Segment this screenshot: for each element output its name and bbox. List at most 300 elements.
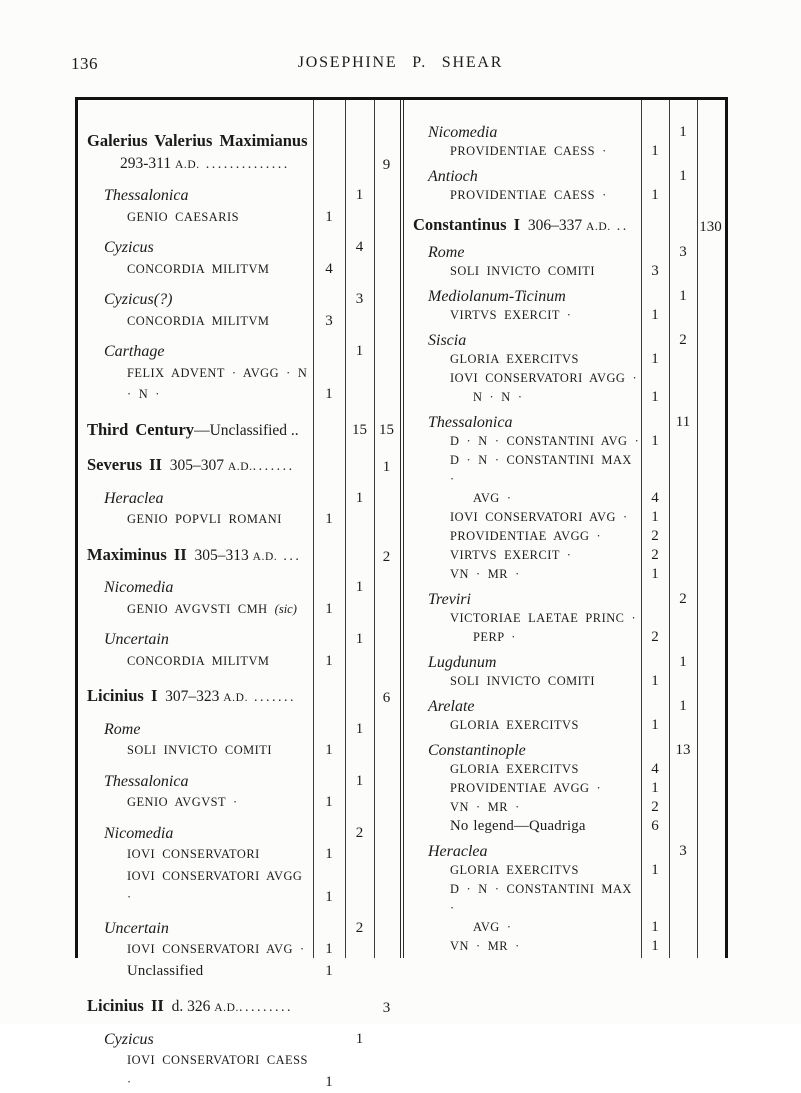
legend-text-cell	[404, 880, 641, 937]
count-col2-cell: 3	[669, 243, 697, 262]
ad-label: A.D.	[223, 692, 248, 704]
legend-line: CONCORDIA MILITVM	[78, 311, 313, 333]
legend-line: D · N · CONSTANTINI MAX ·	[404, 880, 641, 918]
count-col1-cell: 1	[313, 961, 345, 983]
count-col3-cell: 130	[697, 218, 724, 237]
ad-label: A.D.	[228, 461, 253, 473]
count-col2-cell: 1	[345, 719, 374, 741]
legend-line: VICTORIAE LAETAE PRINC ·	[404, 609, 641, 628]
mint-name: Thessalonica	[78, 187, 188, 204]
mint-name: Rome	[404, 244, 464, 261]
mint-name-cell	[404, 167, 641, 186]
legend-text-cell	[78, 311, 313, 333]
count-col3-cell: 6	[374, 688, 399, 710]
mint-name: Rome	[78, 721, 140, 738]
count-col1-cell: 2	[641, 798, 669, 817]
legend-row	[404, 508, 725, 527]
count-col1-cell: 1	[641, 918, 669, 937]
legend-line: PROVIDENTIAE CAESS ·	[404, 186, 641, 205]
dot-leaders: .......	[248, 690, 296, 705]
count-col1-cell: 3	[641, 262, 669, 281]
legend-row	[404, 262, 725, 281]
legend-row	[78, 651, 400, 673]
mint-name-cell	[78, 289, 313, 311]
count-col2-cell: 4	[345, 237, 374, 259]
legend-row	[404, 880, 725, 937]
mint-name-cell	[404, 287, 641, 306]
mint-row	[78, 918, 400, 940]
dot-leaders: ...	[277, 549, 301, 564]
emperor-row	[78, 544, 400, 569]
count-col1-cell: 1	[641, 388, 669, 407]
legend-line: IOVI CONSERVATORI CAESS ·	[78, 1050, 313, 1093]
mint-name-cell	[78, 577, 313, 599]
legend-line: VIRTVS EXERCIT ·	[404, 306, 641, 325]
mint-row	[78, 771, 400, 793]
emperor-row	[404, 215, 725, 237]
mint-name-cell	[78, 823, 313, 845]
count-col1-cell: 1	[641, 565, 669, 584]
mint-row	[78, 719, 400, 741]
count-col1-cell: 1	[313, 887, 345, 909]
emperor-name-line	[78, 685, 313, 710]
emperor-name: Third Century	[87, 420, 194, 439]
emperor-heading	[78, 995, 313, 1020]
vertical-rule	[313, 100, 314, 958]
legend-row	[78, 207, 400, 229]
sic-note: (sic)	[275, 602, 297, 616]
count-col1-cell: 1	[313, 651, 345, 673]
mint-name-cell	[404, 653, 641, 672]
legend-text-cell	[404, 672, 641, 691]
mint-row	[404, 741, 725, 760]
legend-row	[404, 937, 725, 956]
count-col3-cell: 3	[374, 998, 399, 1020]
legend-text-cell	[404, 937, 641, 956]
legend-line: AVG ·	[404, 918, 641, 937]
count-col1-cell: 6	[641, 817, 669, 836]
legend-line: N · N ·	[404, 388, 641, 407]
count-col1-cell: 2	[641, 527, 669, 546]
legend-row	[404, 817, 725, 836]
emperor-name-line	[78, 995, 313, 1020]
mint-name-cell	[404, 590, 641, 609]
count-col2-cell: 1	[345, 185, 374, 207]
legend-text-cell	[404, 527, 641, 546]
dot-leaders: ..	[611, 219, 629, 234]
legend-line: CONCORDIA MILITVM	[78, 651, 313, 673]
mint-name-cell	[404, 697, 641, 716]
dot-leaders: .........	[239, 1000, 293, 1015]
table-column-left	[78, 100, 401, 958]
legend-text-cell	[404, 350, 641, 369]
emperor-name-line	[404, 215, 641, 237]
count-col2-cell: 2	[345, 918, 374, 940]
legend-row	[404, 369, 725, 407]
legend-line: PROVIDENTIAE CAESS ·	[404, 142, 641, 161]
count-col1-cell: 1	[641, 716, 669, 735]
legend-text-cell	[78, 363, 313, 406]
legend-line: IOVI CONSERVATORI AVGG ·	[78, 866, 313, 909]
count-col1-cell: 2	[641, 546, 669, 565]
emperor-row	[78, 995, 400, 1020]
mint-row	[78, 488, 400, 510]
mint-name: Treviri	[404, 591, 471, 608]
count-col2-cell: 13	[669, 741, 697, 760]
count-col1-cell: 1	[313, 939, 345, 961]
count-col1-cell: 1	[641, 672, 669, 691]
emperor-name-line	[78, 454, 313, 479]
emperor-name: Constantinus I	[413, 215, 520, 234]
legend-text-cell	[78, 651, 313, 673]
mint-name-cell	[78, 918, 313, 940]
legend-text-cell	[404, 817, 641, 836]
emperor-name-line	[78, 419, 313, 442]
emperor-heading	[404, 215, 641, 237]
emperor-dates: 305–313	[187, 547, 253, 564]
legend-text-cell	[404, 186, 641, 205]
emperor-name: Licinius II	[87, 996, 164, 1015]
mint-name-cell	[78, 771, 313, 793]
legend-row	[78, 259, 400, 281]
emperor-heading	[78, 454, 313, 479]
vertical-rule	[374, 100, 375, 958]
count-col2-cell: 15	[345, 420, 374, 442]
count-col1-cell: 4	[641, 489, 669, 508]
count-col2-cell: 1	[669, 287, 697, 306]
legend-row	[404, 527, 725, 546]
count-col2-cell: 1	[669, 653, 697, 672]
count-col3-cell: 9	[374, 155, 399, 177]
legend-text-cell	[78, 259, 313, 281]
count-col1-cell: 1	[641, 350, 669, 369]
emperor-heading	[78, 685, 313, 710]
legend-row	[78, 939, 400, 961]
legend-row	[78, 740, 400, 762]
count-col1-cell: 4	[641, 760, 669, 779]
mint-name: Constantinople	[404, 742, 526, 759]
mint-name-cell	[404, 243, 641, 262]
legend-text-cell	[78, 939, 313, 961]
count-col2-cell: 1	[345, 488, 374, 510]
page-number: 136	[71, 54, 98, 74]
mint-row	[78, 823, 400, 845]
legend-line: GLORIA EXERCITVS	[404, 861, 641, 880]
legend-row	[78, 792, 400, 814]
legend-text-cell	[404, 565, 641, 584]
count-col1-cell: 1	[641, 306, 669, 325]
mint-name: Heraclea	[404, 843, 488, 860]
emperor-dates-line	[78, 153, 313, 177]
count-col1-cell: 2	[641, 628, 669, 647]
mint-row	[78, 237, 400, 259]
legend-line: D · N · CONSTANTINI AVG ·	[404, 432, 641, 451]
mint-row	[78, 1029, 400, 1051]
ad-label: A.D.	[253, 551, 278, 563]
legend-line: IOVI CONSERVATORI AVG ·	[404, 508, 641, 527]
vertical-rule	[697, 100, 698, 958]
count-col2-cell: 2	[669, 331, 697, 350]
vertical-rule	[669, 100, 670, 958]
legend-text-cell	[404, 262, 641, 281]
count-col1-cell: 1	[641, 432, 669, 451]
legend-row	[404, 798, 725, 817]
count-col1-cell: 1	[641, 508, 669, 527]
count-col1-cell: 1	[641, 937, 669, 956]
count-col2-cell: 3	[345, 289, 374, 311]
mint-name-cell	[78, 629, 313, 651]
count-col2-cell: 1	[345, 1029, 374, 1051]
legend-line: GENIO POPVLI ROMANI	[78, 509, 313, 531]
legend-line: GENIO AVGVST ·	[78, 792, 313, 814]
count-col1-cell: 1	[313, 792, 345, 814]
count-col1-cell: 1	[313, 509, 345, 531]
legend-text-cell	[78, 961, 313, 983]
mint-name-cell	[78, 237, 313, 259]
emperor-name-line	[78, 130, 313, 153]
legend-row	[78, 1050, 400, 1093]
legend-row	[404, 672, 725, 691]
emperor-name: Maximinus II	[87, 545, 187, 564]
mint-name: Antioch	[404, 168, 478, 185]
ad-label: A.D.	[175, 159, 200, 171]
mint-name-cell	[78, 185, 313, 207]
vertical-rule	[641, 100, 642, 958]
count-col1-cell: 1	[641, 186, 669, 205]
legend-text-cell	[404, 508, 641, 527]
legend-row	[404, 609, 725, 647]
count-col2-cell: 1	[345, 629, 374, 651]
legend-line: PERP ·	[404, 628, 641, 647]
legend-line: No legend—Quadriga	[404, 817, 641, 836]
legend-row	[78, 866, 400, 909]
mint-row	[404, 331, 725, 350]
legend-text-cell	[78, 509, 313, 531]
legend-row	[404, 760, 725, 779]
mint-row	[78, 185, 400, 207]
mint-row	[78, 289, 400, 311]
emperor-dates: 305–307	[162, 457, 228, 474]
legend-line: IOVI CONSERVATORI AVGG ·	[404, 369, 641, 388]
legend-text-cell	[404, 609, 641, 647]
mint-name: Lugdunum	[404, 654, 496, 671]
mint-name-cell	[404, 331, 641, 350]
count-col2-cell: 1	[345, 771, 374, 793]
count-col1-cell: 1	[641, 779, 669, 798]
legend-text-cell	[404, 369, 641, 407]
ad-label: A.D.	[586, 221, 611, 233]
emperor-heading	[78, 544, 313, 569]
legend-row	[78, 363, 400, 406]
legend-line: GENIO AVGVSTI CMH (sic)	[78, 599, 313, 621]
legend-line: PROVIDENTIAE AVGG ·	[404, 527, 641, 546]
count-col2-cell: 2	[669, 590, 697, 609]
legend-text-cell	[78, 866, 313, 909]
legend-text-cell	[404, 451, 641, 508]
count-col1-cell: 4	[313, 259, 345, 281]
count-col2-cell: 1	[669, 697, 697, 716]
coin-catalog-table	[75, 97, 728, 958]
legend-text-cell	[78, 1050, 313, 1093]
count-col1-cell: 1	[313, 384, 345, 406]
count-col2-cell: 2	[345, 823, 374, 845]
mint-name: Heraclea	[78, 490, 164, 507]
mint-row	[404, 123, 725, 142]
mint-name: Carthage	[78, 343, 164, 360]
emperor-name-line	[78, 544, 313, 569]
mint-row	[404, 842, 725, 861]
count-col2-cell: 1	[345, 577, 374, 599]
dot-leaders: .......	[253, 459, 295, 474]
legend-line: GLORIA EXERCITVS	[404, 350, 641, 369]
emperor-name: Licinius I	[87, 686, 157, 705]
legend-row	[78, 599, 400, 621]
legend-row	[404, 142, 725, 161]
mint-name: Cyzicus	[78, 1031, 154, 1048]
mint-name: Uncertain	[78, 631, 169, 648]
mint-row	[404, 413, 725, 432]
mint-name: Uncertain	[78, 920, 169, 937]
emperor-row	[78, 685, 400, 710]
legend-line: VN · MR ·	[404, 565, 641, 584]
legend-text-cell	[404, 760, 641, 779]
legend-row	[78, 311, 400, 333]
count-col2-cell: 1	[669, 123, 697, 142]
legend-row	[78, 961, 400, 983]
mint-name: Cyzicus	[78, 239, 154, 256]
legend-text-cell	[78, 844, 313, 866]
legend-line: AVG ·	[404, 489, 641, 508]
legend-row	[404, 546, 725, 565]
emperor-row	[78, 419, 400, 442]
legend-text-cell	[404, 779, 641, 798]
legend-line: VIRTVS EXERCIT ·	[404, 546, 641, 565]
mint-name: Nicomedia	[78, 825, 173, 842]
mint-name: Mediolanum-Ticinum	[404, 288, 566, 305]
ad-label: A.D.	[214, 1002, 239, 1014]
dot-leaders: ..............	[200, 157, 290, 172]
mint-name: Cyzicus(?)	[78, 291, 172, 308]
mint-name: Siscia	[404, 332, 466, 349]
mint-name-cell	[404, 413, 641, 432]
legend-line: VN · MR ·	[404, 937, 641, 956]
legend-text-cell	[404, 798, 641, 817]
legend-line: VN · MR ·	[404, 798, 641, 817]
mint-row	[404, 167, 725, 186]
emperor-dates: 293-311	[120, 155, 175, 172]
legend-row	[404, 350, 725, 369]
mint-name-cell	[78, 488, 313, 510]
legend-row	[404, 432, 725, 451]
count-col1-cell: 1	[313, 1072, 345, 1093]
legend-line: D · N · CONSTANTINI MAX ·	[404, 451, 641, 489]
emperor-name: Severus II	[87, 455, 162, 474]
legend-line: IOVI CONSERVATORI	[78, 844, 313, 866]
legend-row	[78, 509, 400, 531]
emperor-name: Galerius Valerius Maximianus	[87, 131, 308, 150]
count-col2-cell: 1	[345, 341, 374, 363]
legend-row	[404, 716, 725, 735]
legend-line: FELIX ADVENT · AVGG · N · N ·	[78, 363, 313, 406]
emperor-row	[78, 454, 400, 479]
legend-text-cell	[404, 306, 641, 325]
emperor-dates: d. 326	[164, 998, 214, 1015]
legend-line: SOLI INVICTO COMITI	[404, 262, 641, 281]
mint-row	[78, 341, 400, 363]
table-column-right	[403, 100, 725, 958]
mint-name-cell	[404, 123, 641, 142]
mint-name: Arelate	[404, 698, 475, 715]
mint-name: Nicomedia	[78, 579, 173, 596]
legend-line: SOLI INVICTO COMITI	[78, 740, 313, 762]
legend-line: SOLI INVICTO COMITI	[404, 672, 641, 691]
count-col2-cell: 3	[669, 842, 697, 861]
legend-text-cell	[404, 546, 641, 565]
legend-row	[404, 779, 725, 798]
count-col3-cell: 2	[374, 547, 399, 569]
legend-row	[404, 306, 725, 325]
legend-text-cell	[404, 861, 641, 880]
emperor-dates: 307–323	[157, 688, 223, 705]
emperor-suffix: —Unclassified ..	[194, 422, 299, 439]
mint-row	[78, 629, 400, 651]
emperor-row	[78, 130, 400, 176]
mint-name-cell	[78, 719, 313, 741]
emperor-dates: 306–337	[520, 217, 586, 234]
mint-name-cell	[404, 842, 641, 861]
legend-line: IOVI CONSERVATORI AVG ·	[78, 939, 313, 961]
count-col1-cell: 3	[313, 311, 345, 333]
emperor-heading	[78, 130, 313, 176]
legend-line: CONCORDIA MILITVM	[78, 259, 313, 281]
legend-line: Unclassified	[78, 961, 313, 983]
mint-name: Thessalonica	[404, 414, 512, 431]
legend-text-cell	[404, 432, 641, 451]
count-col1-cell: 1	[313, 599, 345, 621]
legend-row	[404, 451, 725, 508]
count-col1-cell: 1	[313, 844, 345, 866]
legend-line: GLORIA EXERCITVS	[404, 716, 641, 735]
count-col1-cell: 1	[641, 861, 669, 880]
legend-row	[78, 844, 400, 866]
legend-row	[404, 861, 725, 880]
count-col1-cell: 1	[313, 740, 345, 762]
mint-name-cell	[404, 741, 641, 760]
mint-name-cell	[78, 1029, 313, 1051]
count-col3-cell: 15	[374, 420, 399, 442]
mint-name: Thessalonica	[78, 773, 188, 790]
running-head: JOSEPHINE P. SHEAR	[0, 54, 801, 72]
mint-name-cell	[78, 341, 313, 363]
count-col1-cell: 1	[313, 207, 345, 229]
legend-text-cell	[78, 207, 313, 229]
mint-row	[404, 287, 725, 306]
mint-name: Nicomedia	[404, 124, 497, 141]
legend-line: GLORIA EXERCITVS	[404, 760, 641, 779]
vertical-rule	[345, 100, 346, 958]
legend-text-cell	[78, 792, 313, 814]
mint-row	[404, 243, 725, 262]
count-col2-cell: 11	[669, 413, 697, 432]
emperor-heading	[78, 419, 313, 442]
mint-row	[404, 653, 725, 672]
legend-line: GENIO CAESARIS	[78, 207, 313, 229]
mint-row	[78, 577, 400, 599]
count-col3-cell: 1	[374, 457, 399, 479]
legend-row	[404, 186, 725, 205]
legend-row	[404, 565, 725, 584]
legend-text-cell	[404, 142, 641, 161]
